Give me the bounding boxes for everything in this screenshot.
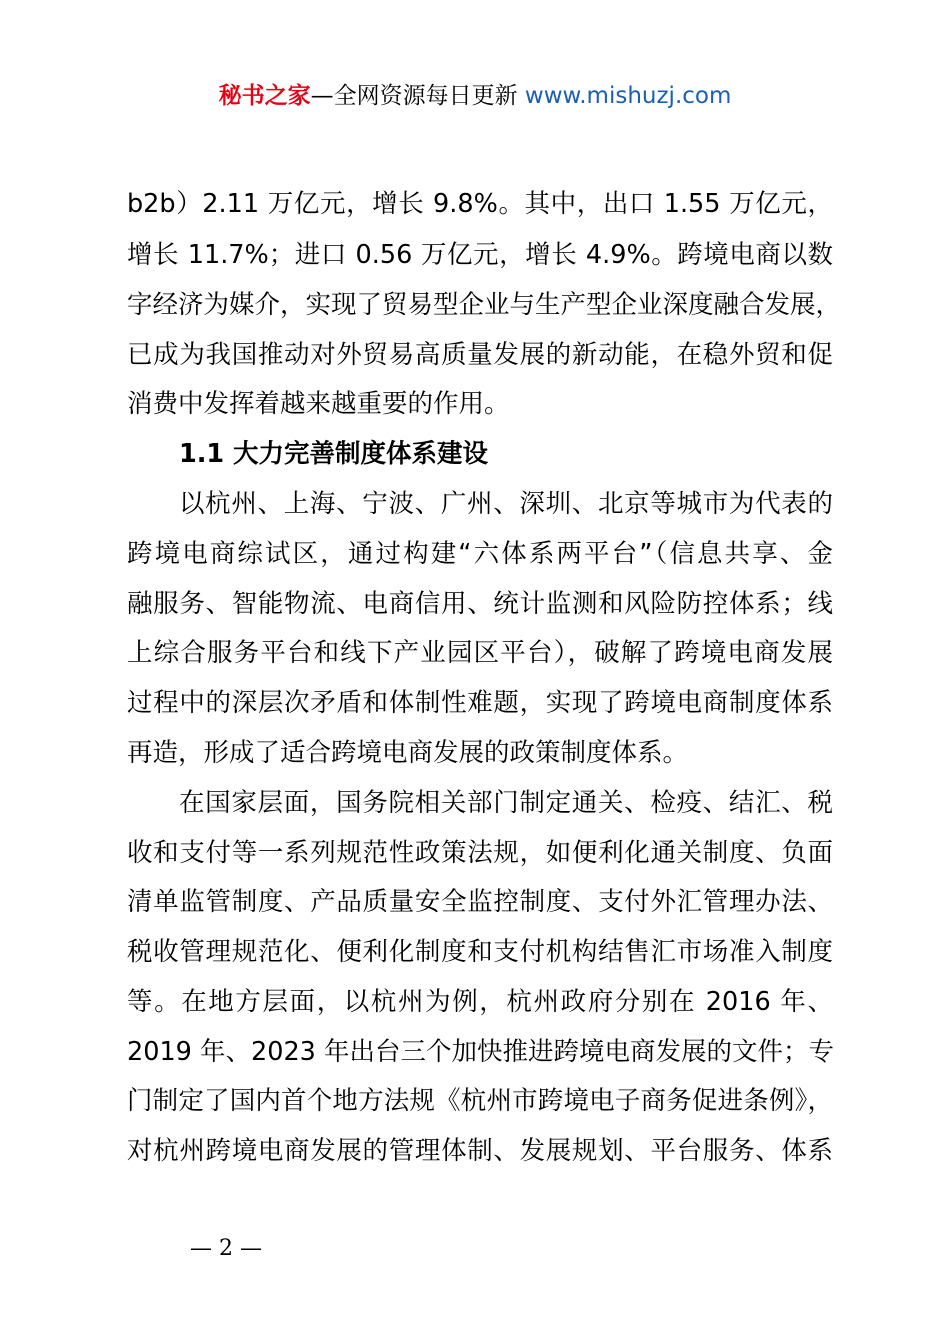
body-line: 在国家层面，国务院相关部门制定通关、检疫、结汇、税	[179, 788, 833, 818]
body-line: 门制定了国内首个地方法规《杭州市跨境电子商务促进条例》，	[127, 1086, 833, 1116]
site-header	[0, 80, 950, 112]
body-line: 税收管理规范化、便利化制度和支付机构结售汇市场准入制度	[127, 937, 833, 967]
body-line: 收和支付等一系列规范性政策法规，如便利化通关制度、负面	[127, 838, 833, 868]
site-url-link[interactable]: www.mishuzj.com	[524, 83, 732, 109]
body-line: 增长 11.7%；进口 0.56 万亿元，增长 4.9%。跨境电商以数	[127, 240, 833, 270]
section-heading: 1.1 大力完善制度体系建设	[179, 439, 489, 469]
body-line: b2b）2.11 万亿元，增长 9.8%。其中，出口 1.55 万亿元，	[127, 189, 833, 219]
body-line: 融服务、智能物流、电商信用、统计监测和风险防控体系；线	[127, 589, 833, 619]
body-line: 2019 年、2023 年出台三个加快推进跨境电商发展的文件；专	[127, 1037, 835, 1067]
body-line: 对杭州跨境电商发展的管理体制、发展规划、平台服务、体系	[127, 1136, 833, 1166]
body-line: 再造，形成了适合跨境电商发展的政策制度体系。	[127, 738, 689, 768]
body-line: 过程中的深层次矛盾和体制性难题，实现了跨境电商制度体系	[127, 688, 833, 718]
body-line: 跨境电商综试区，通过构建“六体系两平台”（信息共享、金	[127, 539, 833, 569]
site-brand: 秘书之家	[218, 83, 311, 109]
body-line: 清单监管制度、产品质量安全监控制度、支付外汇管理办法、	[127, 887, 833, 917]
body-line: 已成为我国推动对外贸易高质量发展的新动能，在稳外贸和促	[127, 340, 833, 370]
body-line: 上综合服务平台和线下产业园区平台），破解了跨境电商发展	[127, 638, 833, 668]
site-tagline: —全网资源每日更新	[310, 83, 525, 109]
body-line: 字经济为媒介，实现了贸易型企业与生产型企业深度融合发展，	[127, 290, 842, 320]
body-line: 以杭州、上海、宁波、广州、深圳、北京等城市为代表的	[179, 489, 833, 519]
body-line: 等。在地方层面，以杭州为例，杭州政府分别在 2016 年、	[127, 987, 833, 1017]
page-number: — 2 —	[190, 1236, 262, 1261]
body-line: 消费中发挥着越来越重要的作用。	[127, 389, 510, 419]
